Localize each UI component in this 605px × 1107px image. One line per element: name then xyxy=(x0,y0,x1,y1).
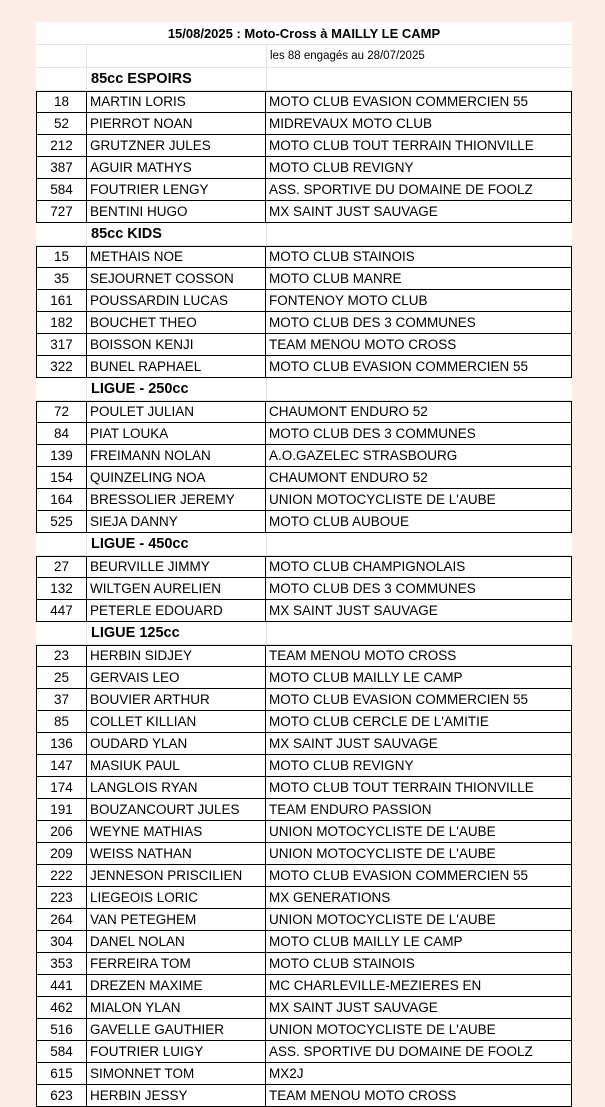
rider-name: HERBIN JESSY xyxy=(87,1085,266,1106)
table-row xyxy=(36,91,572,113)
table-row xyxy=(36,201,572,223)
empty-cell xyxy=(267,223,572,245)
category-name: LIGUE 125cc xyxy=(87,622,267,644)
table-row xyxy=(36,445,572,467)
rider-name: POUSSARDIN LUCAS xyxy=(87,290,266,311)
empty-cell xyxy=(36,622,87,644)
club-name: MOTO CLUB MAILLY LE CAMP xyxy=(269,670,463,685)
club-name: MX SAINT JUST SAUVAGE xyxy=(269,204,438,219)
empty-cell xyxy=(87,45,267,67)
race-number: 615 xyxy=(37,1063,87,1084)
rider-name: MIALON YLAN xyxy=(87,997,266,1018)
club-name: MOTO CLUB EVASION COMMERCIEN 55 xyxy=(269,868,529,883)
rider-name: PIAT LOUKA xyxy=(87,423,266,444)
race-number: 27 xyxy=(37,557,87,577)
table-row xyxy=(36,467,572,489)
rider-name: QUINZELING NOA xyxy=(87,467,266,488)
race-number: 387 xyxy=(37,157,87,178)
rider-name: BOUZANCOURT JULES xyxy=(87,799,266,820)
club-name: UNION MOTOCYCLISTE DE L'AUBE xyxy=(269,912,496,927)
table-row xyxy=(36,689,572,711)
race-number: 223 xyxy=(37,887,87,908)
empty-cell xyxy=(36,533,87,555)
category-header xyxy=(36,68,572,91)
race-number: 161 xyxy=(37,290,87,311)
club-name: MX SAINT JUST SAUVAGE xyxy=(269,1000,438,1015)
table-row xyxy=(36,887,572,909)
race-number: 85 xyxy=(37,711,87,732)
table-row xyxy=(36,290,572,312)
race-number: 37 xyxy=(37,689,87,710)
race-number: 174 xyxy=(37,777,87,798)
race-number: 447 xyxy=(37,600,87,621)
race-number: 212 xyxy=(37,135,87,156)
race-number: 35 xyxy=(37,268,87,289)
race-number: 353 xyxy=(37,953,87,974)
club-name: CHAUMONT ENDURO 52 xyxy=(269,404,428,419)
race-number: 132 xyxy=(37,578,87,599)
race-number: 727 xyxy=(37,201,87,222)
club-name: TEAM MENOU MOTO CROSS xyxy=(269,648,457,663)
table-row xyxy=(36,157,572,179)
club-name: UNION MOTOCYCLISTE DE L'AUBE xyxy=(269,824,496,839)
club-name: TEAM MENOU MOTO CROSS xyxy=(269,337,457,352)
race-number: 222 xyxy=(37,865,87,886)
rider-name: GRUTZNER JULES xyxy=(87,135,266,156)
club-name: MOTO CLUB DES 3 COMMUNES xyxy=(269,315,476,330)
rider-name: VAN PETEGHEM xyxy=(87,909,266,930)
club-name: TEAM ENDURO PASSION xyxy=(269,802,432,817)
empty-cell xyxy=(36,223,87,245)
table-row xyxy=(36,755,572,777)
entry-list-sheet xyxy=(36,22,572,1107)
table-row xyxy=(36,953,572,975)
rider-name: LIEGEOIS LORIC xyxy=(87,887,266,908)
empty-cell xyxy=(36,68,87,90)
rider-name: BUNEL RAPHAEL xyxy=(87,356,266,377)
table-row xyxy=(36,777,572,799)
club-name: FONTENOY MOTO CLUB xyxy=(269,293,428,308)
club-name: MOTO CLUB CERCLE DE L'AMITIE xyxy=(269,714,489,729)
club-name: UNION MOTOCYCLISTE DE L'AUBE xyxy=(269,1022,496,1037)
race-number: 18 xyxy=(37,92,87,112)
race-number: 136 xyxy=(37,733,87,754)
table-row xyxy=(36,997,572,1019)
table-row xyxy=(36,865,572,887)
page-title: 15/08/2025 : Moto-Cross à MAILLY LE CAMP xyxy=(36,22,572,45)
table-row xyxy=(36,975,572,997)
race-number: 164 xyxy=(37,489,87,510)
rider-name: GERVAIS LEO xyxy=(87,667,266,688)
rider-name: PETERLE EDOUARD xyxy=(87,600,266,621)
race-number: 322 xyxy=(37,356,87,377)
table-row xyxy=(36,179,572,201)
race-number: 206 xyxy=(37,821,87,842)
rider-name: BOUVIER ARTHUR xyxy=(87,689,266,710)
rider-name: SEJOURNET COSSON xyxy=(87,268,266,289)
table-row xyxy=(36,1041,572,1063)
race-number: 584 xyxy=(37,179,87,200)
rider-name: FERREIRA TOM xyxy=(87,953,266,974)
rider-name: COLLET KILLIAN xyxy=(87,711,266,732)
empty-cell xyxy=(36,378,87,400)
table-row xyxy=(36,909,572,931)
table-row xyxy=(36,356,572,378)
race-number: 264 xyxy=(37,909,87,930)
club-name: MOTO CLUB EVASION COMMERCIEN 55 xyxy=(269,359,529,374)
race-number: 52 xyxy=(37,113,87,134)
rider-name: GAVELLE GAUTHIER xyxy=(87,1019,266,1040)
rider-name: BENTINI HUGO xyxy=(87,201,266,222)
club-name: MOTO CLUB DES 3 COMMUNES xyxy=(269,426,476,441)
empty-cell xyxy=(267,68,572,90)
club-name: MOTO CLUB CHAMPIGNOLAIS xyxy=(269,559,466,574)
club-name: MX SAINT JUST SAUVAGE xyxy=(269,736,438,751)
club-name: MOTO CLUB EVASION COMMERCIEN 55 xyxy=(269,692,529,707)
category-name: 85cc ESPOIRS xyxy=(87,68,267,90)
category-name: 85cc KIDS xyxy=(87,223,267,245)
race-number: 584 xyxy=(37,1041,87,1062)
club-name: TEAM MENOU MOTO CROSS xyxy=(269,1088,457,1103)
rider-name: LANGLOIS RYAN xyxy=(87,777,266,798)
table-row xyxy=(36,645,572,667)
rider-name: HERBIN SIDJEY xyxy=(87,646,266,666)
club-name: MIDREVAUX MOTO CLUB xyxy=(269,116,433,131)
rider-name: DREZEN MAXIME xyxy=(87,975,266,996)
club-name: MOTO CLUB STAINOIS xyxy=(269,956,415,971)
race-number: 25 xyxy=(37,667,87,688)
category-header xyxy=(36,622,572,645)
race-number: 441 xyxy=(37,975,87,996)
race-number: 317 xyxy=(37,334,87,355)
rider-name: FREIMANN NOLAN xyxy=(87,445,266,466)
table-row xyxy=(36,931,572,953)
table-row xyxy=(36,113,572,135)
club-name: MOTO CLUB TOUT TERRAIN THIONVILLE xyxy=(269,780,534,795)
table-row xyxy=(36,556,572,578)
rider-name: SIEJA DANNY xyxy=(87,511,266,532)
club-name: MOTO CLUB MANRE xyxy=(269,271,402,286)
table-row xyxy=(36,843,572,865)
table-row xyxy=(36,401,572,423)
club-name: MX GENERATIONS xyxy=(269,890,391,905)
rider-name: POULET JULIAN xyxy=(87,402,266,422)
category-sections xyxy=(36,68,572,1107)
club-name: MX2J xyxy=(269,1066,304,1081)
table-row xyxy=(36,312,572,334)
category-name: LIGUE - 450cc xyxy=(87,533,267,555)
table-row xyxy=(36,711,572,733)
race-number: 139 xyxy=(37,445,87,466)
club-name: MX SAINT JUST SAUVAGE xyxy=(269,603,438,618)
race-number: 182 xyxy=(37,312,87,333)
rider-name: MASIUK PAUL xyxy=(87,755,266,776)
club-name: MOTO CLUB STAINOIS xyxy=(269,249,415,264)
table-row xyxy=(36,423,572,445)
table-row xyxy=(36,334,572,356)
rider-name: BOUCHET THEO xyxy=(87,312,266,333)
rider-name: SIMONNET TOM xyxy=(87,1063,266,1084)
race-number: 147 xyxy=(37,755,87,776)
table-row xyxy=(36,1019,572,1041)
rider-name: JENNESON PRISCILIEN xyxy=(87,865,266,886)
rider-name: WEISS NATHAN xyxy=(87,843,266,864)
club-name: MOTO CLUB DES 3 COMMUNES xyxy=(269,581,476,596)
race-number: 623 xyxy=(37,1085,87,1106)
empty-cell xyxy=(36,45,87,67)
empty-cell xyxy=(267,378,572,400)
table-row xyxy=(36,246,572,268)
race-number: 304 xyxy=(37,931,87,952)
empty-cell xyxy=(267,533,572,555)
table-row xyxy=(36,511,572,533)
race-number: 23 xyxy=(37,646,87,666)
rider-name: DANEL NOLAN xyxy=(87,931,266,952)
race-number: 72 xyxy=(37,402,87,422)
rider-name: BRESSOLIER JEREMY xyxy=(87,489,266,510)
table-row xyxy=(36,821,572,843)
category-header xyxy=(36,533,572,556)
rider-name: WILTGEN AURELIEN xyxy=(87,578,266,599)
race-number: 15 xyxy=(37,247,87,267)
table-row xyxy=(36,578,572,600)
table-row xyxy=(36,600,572,622)
category-name: LIGUE - 250cc xyxy=(87,378,267,400)
club-name: MOTO CLUB MAILLY LE CAMP xyxy=(269,934,463,949)
category-header xyxy=(36,378,572,401)
club-name: MOTO CLUB REVIGNY xyxy=(269,758,414,773)
table-row xyxy=(36,1063,572,1085)
table-row xyxy=(36,667,572,689)
rider-name: FOUTRIER LUIGY xyxy=(87,1041,266,1062)
race-number: 154 xyxy=(37,467,87,488)
rider-name: BOISSON KENJI xyxy=(87,334,266,355)
club-name: MOTO CLUB AUBOUE xyxy=(269,514,410,529)
club-name: A.O.GAZELEC STRASBOURG xyxy=(269,448,458,463)
club-name: MOTO CLUB EVASION COMMERCIEN 55 xyxy=(269,94,529,109)
club-name: ASS. SPORTIVE DU DOMAINE DE FOOLZ xyxy=(269,182,533,197)
rider-name: OUDARD YLAN xyxy=(87,733,266,754)
race-number: 84 xyxy=(37,423,87,444)
rider-name: FOUTRIER LENGY xyxy=(87,179,266,200)
entries-count-label: les 88 engagés au 28/07/2025 xyxy=(270,50,425,62)
table-row xyxy=(36,799,572,821)
rider-name: MARTIN LORIS xyxy=(87,92,266,112)
table-row xyxy=(36,268,572,290)
rider-name: AGUIR MATHYS xyxy=(87,157,266,178)
club-name: MOTO CLUB REVIGNY xyxy=(269,160,414,175)
rider-name: WEYNE MATHIAS xyxy=(87,821,266,842)
table-row xyxy=(36,135,572,157)
club-name: CHAUMONT ENDURO 52 xyxy=(269,470,428,485)
race-number: 462 xyxy=(37,997,87,1018)
category-header xyxy=(36,223,572,246)
rider-name: METHAIS NOE xyxy=(87,247,266,267)
table-row xyxy=(36,733,572,755)
empty-cell xyxy=(267,622,572,644)
club-name: MOTO CLUB TOUT TERRAIN THIONVILLE xyxy=(269,138,534,153)
club-name: UNION MOTOCYCLISTE DE L'AUBE xyxy=(269,846,496,861)
race-number: 516 xyxy=(37,1019,87,1040)
subtitle-row xyxy=(36,45,572,68)
club-name: UNION MOTOCYCLISTE DE L'AUBE xyxy=(269,492,496,507)
rider-name: PIERROT NOAN xyxy=(87,113,266,134)
table-row xyxy=(36,489,572,511)
rider-name: BEURVILLE JIMMY xyxy=(87,557,266,577)
table-row xyxy=(36,1085,572,1107)
race-number: 525 xyxy=(37,511,87,532)
club-name: ASS. SPORTIVE DU DOMAINE DE FOOLZ xyxy=(269,1044,533,1059)
race-number: 209 xyxy=(37,843,87,864)
club-name: MC CHARLEVILLE-MEZIERES EN xyxy=(269,978,482,993)
race-number: 191 xyxy=(37,799,87,820)
